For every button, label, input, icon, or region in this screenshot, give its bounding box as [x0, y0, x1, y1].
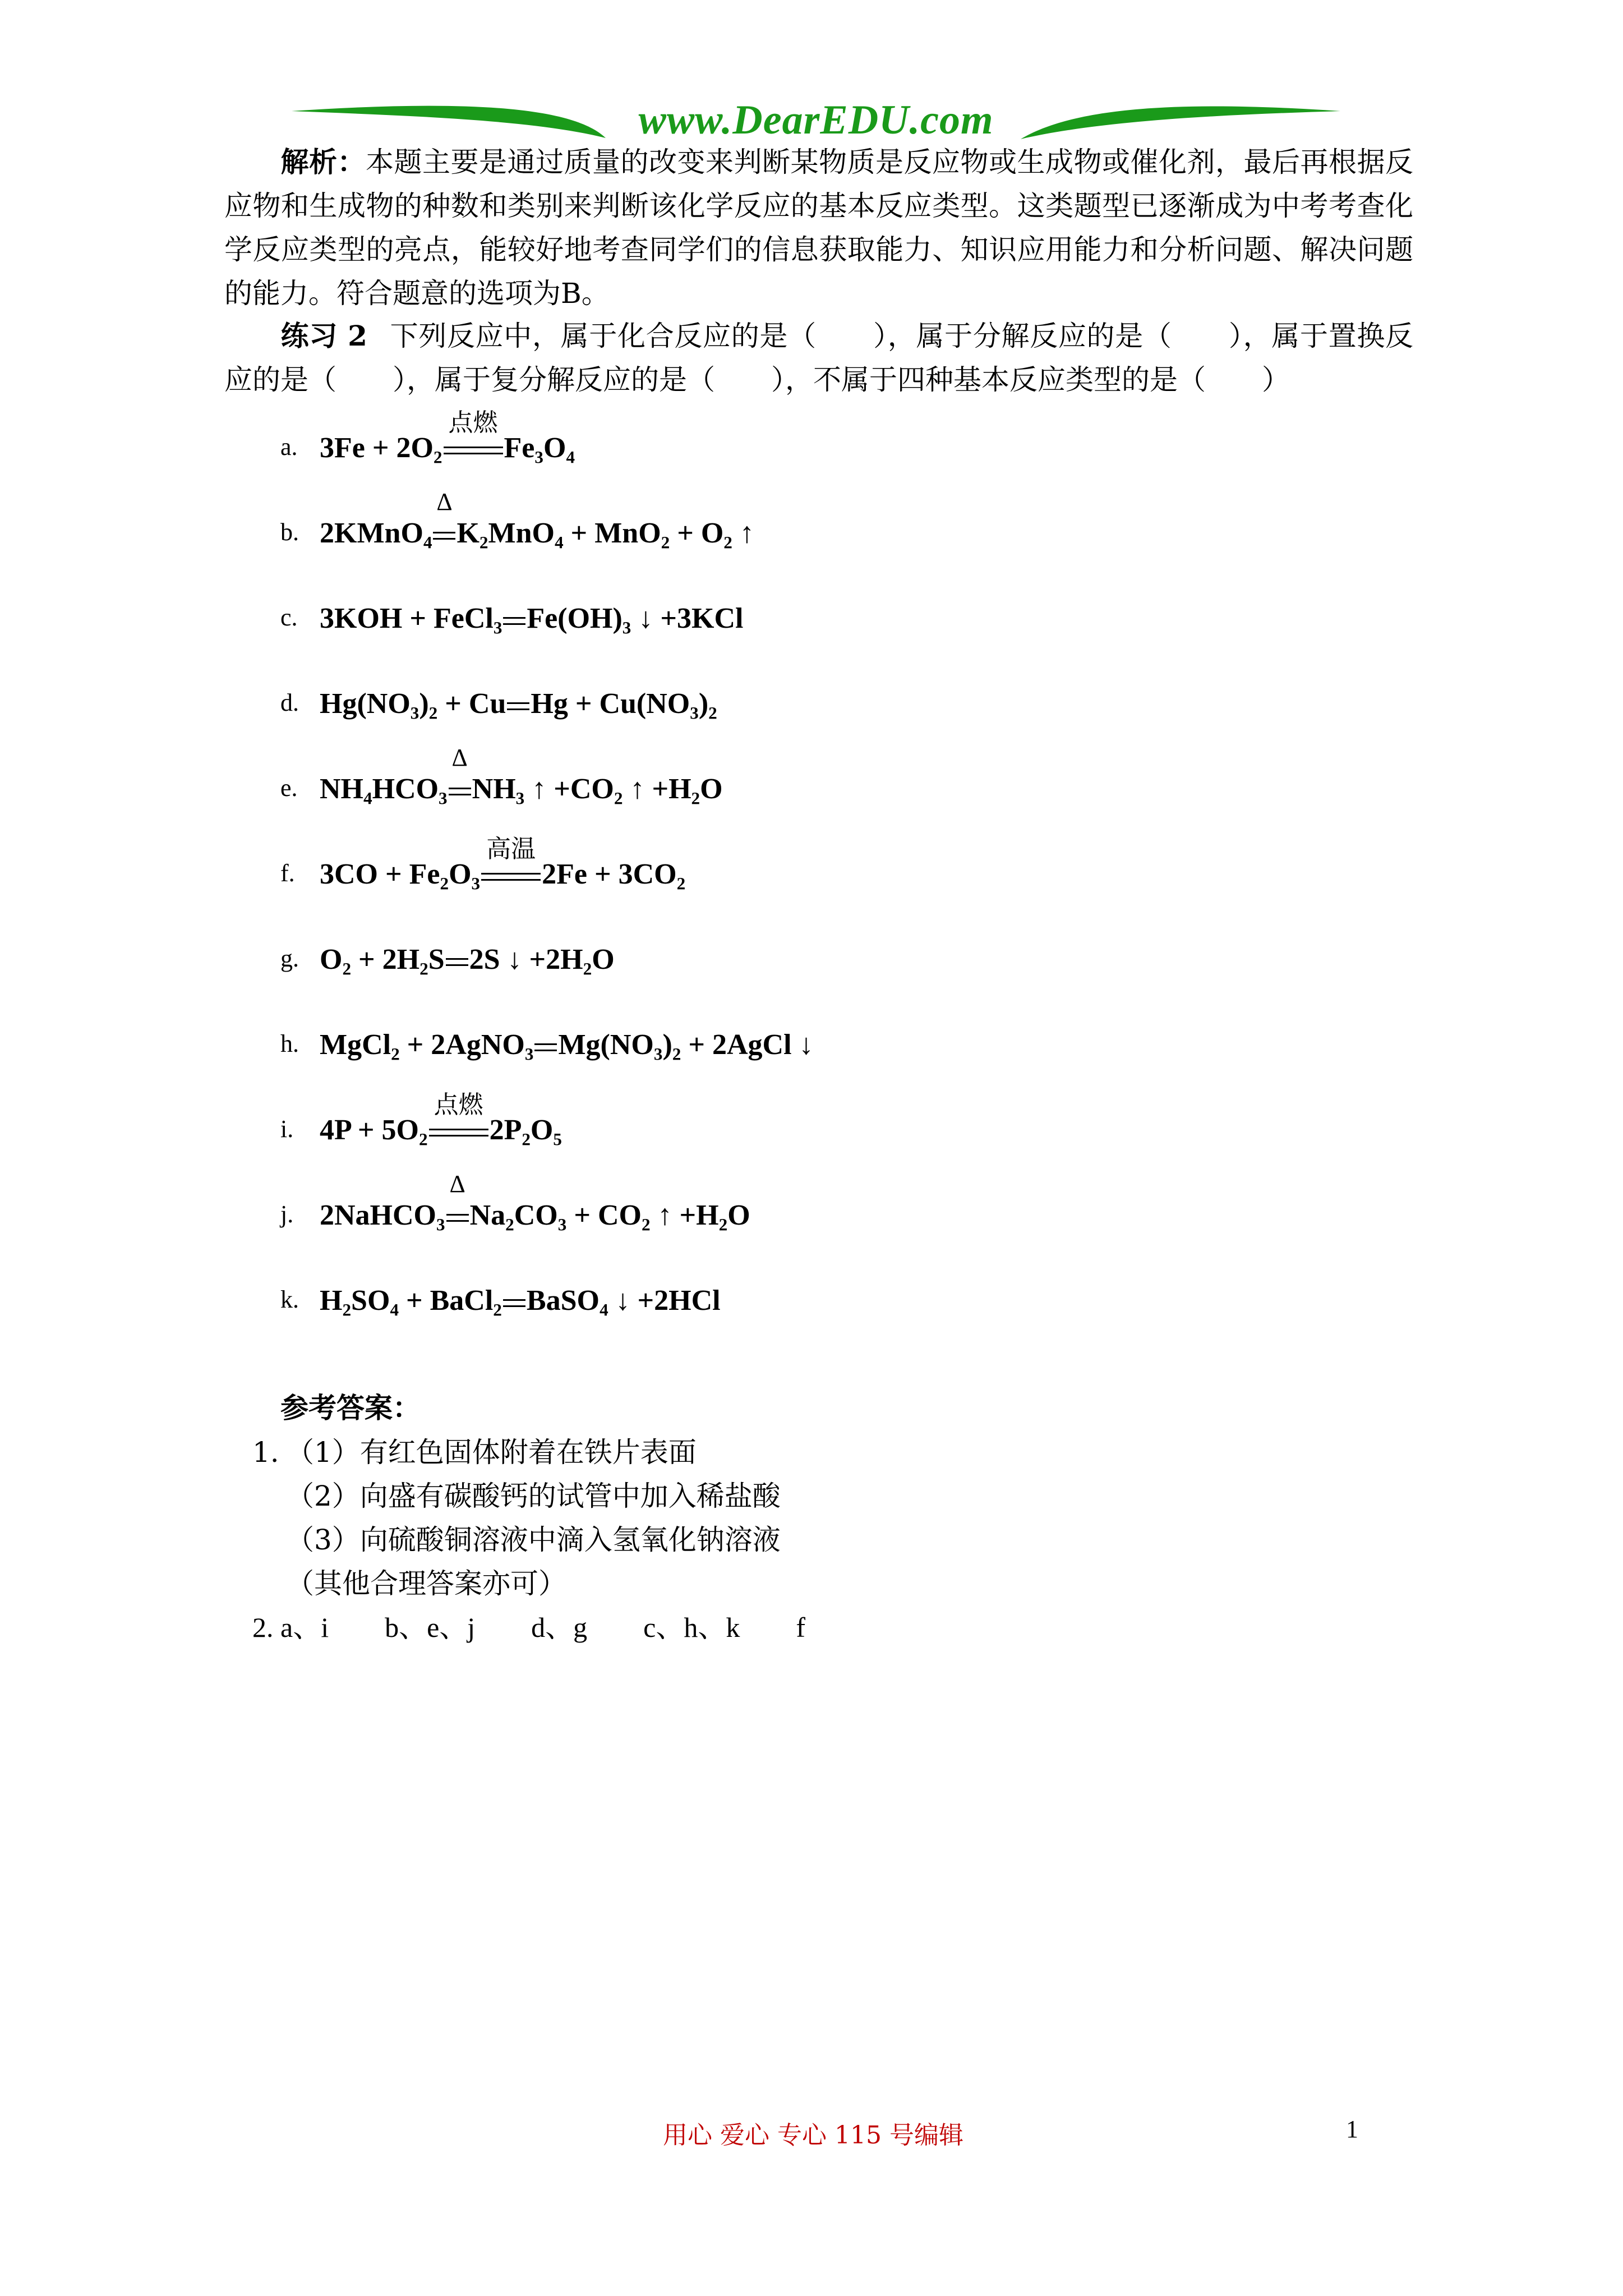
answer-2: 2. a、i b、e、j d、g c、h、k f — [252, 1612, 806, 1643]
reaction-label: i. — [280, 1115, 294, 1143]
reaction-label: h. — [280, 1030, 299, 1057]
reaction-equals-sign — [502, 602, 527, 635]
reaction-label: f. — [280, 859, 295, 887]
reaction-products: Na₂CO₃ + CO₂ ↑ +H₂O — [469, 1199, 750, 1231]
reaction-equation — [320, 943, 615, 976]
reaction-equals-sign — [480, 835, 542, 891]
reaction-equals-sign — [506, 687, 531, 720]
reaction-products: NH₃ ↑ +CO₂ ↑ +H₂O — [472, 773, 723, 805]
reaction-equation — [320, 1028, 814, 1061]
page-number: 1 — [1346, 2115, 1358, 2143]
answer-1-line-3: （3）向硫酸铜溶液中滴入氢氧化钠溶液 — [286, 1524, 781, 1556]
reaction-label: k. — [280, 1286, 299, 1313]
reaction-equation — [320, 409, 575, 464]
reaction-products: K₂MnO₄ + MnO₂ + O₂ ↑ — [457, 517, 754, 549]
reaction-reactants: 2NaHCO₃ — [320, 1199, 445, 1231]
reaction-condition: 高温 — [486, 835, 536, 863]
reaction-equation — [320, 744, 723, 806]
reaction-products: 2Fe + 3CO₂ — [542, 858, 686, 890]
reaction-condition: Δ — [436, 488, 453, 516]
reaction-equals-sign — [442, 409, 504, 464]
reaction-reactants: MgCl₂ + 2AgNO₃ — [320, 1029, 534, 1061]
reaction-condition: Δ — [449, 1170, 465, 1198]
reaction-products: Fe₃O₄ — [504, 432, 575, 464]
reaction-products: 2S ↓ +2H₂O — [469, 944, 615, 976]
reaction-equals-sign — [533, 1028, 558, 1061]
reaction-reactants: Hg(NO₃)₂ + Cu — [320, 688, 506, 720]
reaction-label: j. — [280, 1200, 294, 1228]
answer-1-line-2: （2）向盛有碳酸钙的试管中加入稀盐酸 — [286, 1480, 781, 1512]
analysis-text: 本题主要是通过质量的改变来判断某物质是反应物或生成物或催化剂，最后再根据反应物和生成物的种数和类别来判断该化学反应的基本反应类型。这类题型已逐渐成为中考考查化学反应类型的亮点，能较好地考查同学们的信息获取能力、知识应用能力和分析问题、解决问题的能力。符合题意的选项为B。 — [224, 146, 1413, 310]
answer-1-line-4: （其他合理答案亦可） — [286, 1567, 566, 1600]
reaction-reactants: 3Fe + 2O₂ — [320, 432, 442, 464]
reaction-label: a. — [280, 433, 298, 461]
reaction-equation — [320, 488, 754, 550]
reaction-reactants: NH₄HCO₃ — [320, 773, 448, 805]
reaction-products: Fe(OH)₃ ↓ +3KCl — [527, 602, 744, 634]
reaction-products: Hg + Cu(NO₃)₂ — [531, 688, 717, 720]
reaction-equals-sign — [428, 1091, 490, 1147]
reaction-equals-sign — [445, 943, 469, 976]
reaction-label: d. — [280, 689, 299, 716]
reaction-reactants: 3CO + Fe₂O₃ — [320, 858, 481, 890]
exercise-text: 下列反应中，属于化合反应的是（ ），属于分解反应的是（ ），属于置换反应的是（ ），属于复分解反应的是（ ），不属于四种基本反应类型的是（ ） — [224, 320, 1414, 396]
reaction-label: b. — [280, 518, 299, 546]
analysis-label: 解析： — [280, 145, 366, 178]
site-logo-text: www.DearEDU.com — [638, 97, 994, 143]
analysis-paragraph — [224, 140, 1413, 315]
exercise-paragraph — [224, 314, 1413, 402]
reaction-reactants: O₂ + 2H₂S — [320, 944, 445, 976]
reaction-condition: 点燃 — [434, 1091, 483, 1119]
exercise-label: 练习 2 — [280, 319, 367, 352]
reaction-equation — [320, 835, 686, 891]
reaction-reactants: 2KMnO₄ — [320, 517, 432, 549]
answer-1-number: 1. — [252, 1436, 279, 1469]
reaction-equals-sign — [502, 1284, 527, 1317]
reaction-equation — [320, 687, 717, 720]
reaction-equals-sign — [445, 1170, 470, 1232]
reaction-equation — [320, 1091, 562, 1147]
reaction-reactants: 4P + 5O₂ — [320, 1114, 428, 1146]
reaction-condition: Δ — [451, 744, 468, 771]
answer-1-line-1: （1）有红色固体附着在铁片表面 — [286, 1436, 697, 1469]
reaction-label: c. — [280, 604, 298, 631]
reaction-products: BaSO₄ ↓ +2HCl — [526, 1285, 721, 1317]
reaction-equation — [320, 1284, 721, 1317]
reaction-equation — [320, 602, 743, 635]
page-footer: 用心 爱心 专心 115 号编辑 — [663, 2121, 963, 2150]
reaction-equation — [320, 1170, 750, 1232]
reaction-reactants: 3KOH + FeCl₃ — [320, 602, 502, 634]
reaction-products: Mg(NO₃)₂ + 2AgCl ↓ — [558, 1029, 814, 1061]
reaction-condition: 点燃 — [448, 409, 498, 436]
reaction-equals-sign — [432, 488, 457, 550]
answers-title: 参考答案： — [280, 1391, 421, 1424]
reaction-products: 2P₂O₅ — [489, 1114, 562, 1146]
reaction-label: g. — [280, 945, 299, 972]
reaction-reactants: H₂SO₄ + BaCl₂ — [320, 1285, 502, 1317]
reaction-equals-sign — [448, 744, 472, 806]
reaction-label: e. — [280, 774, 298, 802]
